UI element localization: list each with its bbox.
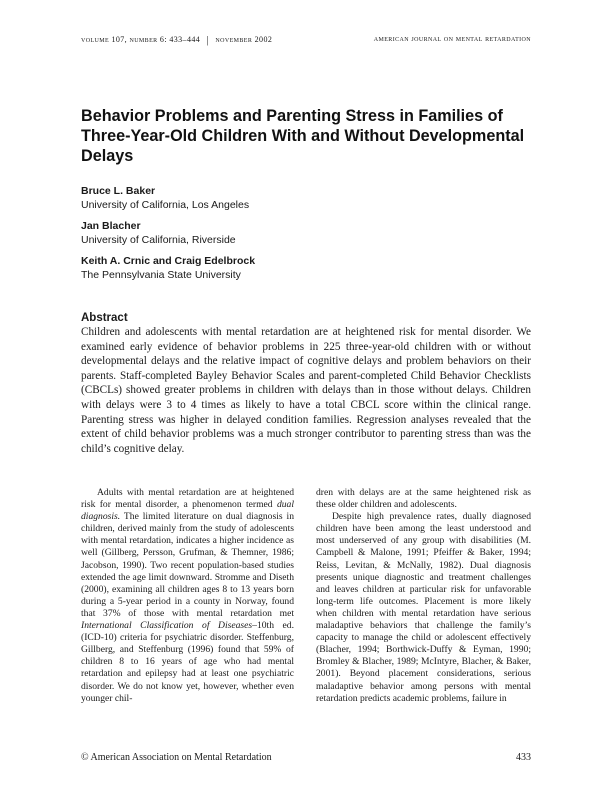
- body-column-left: [81, 487, 294, 705]
- author-block: [81, 185, 531, 213]
- journal-name: american journal on mental retardation: [373, 34, 531, 43]
- running-header: [81, 34, 531, 46]
- author-block: [81, 220, 531, 248]
- page-footer: [81, 752, 531, 766]
- body-paragraph: dren with delays are at the same heightened risk as these older children and adolescents.: [316, 487, 531, 511]
- author-affiliation: The Pennsylvania State University: [81, 269, 241, 281]
- article-title: Behavior Problems and Parenting Stress in Families of Three-Year-Old Children With and Without Developmental Delays: [81, 107, 525, 165]
- issue-date: november 2002: [215, 35, 273, 44]
- emphasized-title: International Classification of Diseases: [81, 620, 253, 632]
- author-block: [81, 255, 531, 283]
- header-separator: |: [206, 35, 209, 46]
- author-list: [81, 185, 531, 290]
- body-paragraph: Despite high prevalence rates, dually diagnosed children have been among the least understood and most underserved of any group with disabilities (M. Campbell & Malone, 1991; Pfeiffer & Baker, 1994; Reiss, Levitan, & McNally, 1982). Dual diagnosis presents unique diagnostic and treatment challenges and leaves children at particular risk for unfavorable long-term life outcomes. Placement is more likely when children with mental retardation have serious maladaptive behaviors that challenge the family’s capacity to manage the child or adolescent effectively (Blacher, 1994; Borthwick-Duffy & Eyman, 1990; Bromley & Blacher, 1989; McIntyre, Blacher, & Baker, 2001). Beyond placement considerations, serious maladaptive behavior among persons with mental retardation predicts academic problems, failure in: [316, 511, 531, 704]
- page-number: 433: [516, 752, 531, 763]
- volume-info: volume 107, number 6: 433–444: [81, 35, 201, 44]
- author-name: Bruce L. Baker: [81, 185, 156, 197]
- author-affiliation: University of California, Riverside: [81, 234, 236, 246]
- abstract-heading: Abstract: [81, 312, 128, 324]
- author-affiliation: University of California, Los Angeles: [81, 199, 250, 211]
- author-name: Keith A. Crnic and Craig Edelbrock: [81, 255, 256, 267]
- emphasized-term: dual diagnosis.: [81, 499, 294, 523]
- copyright-notice: © American Association on Mental Retardation: [81, 752, 272, 763]
- body-text: –10th ed. (ICD-10) criteria for psychiatric disorder. Steffenburg, Gillberg, and Steffenburg (1996) found that 59% of children 8 to 16 years of age who had mental retardation and epilepsy had at least one psychiatric disorder. We do not know yet, however, whether even younger chil-: [81, 620, 294, 704]
- body-paragraph: [81, 487, 294, 705]
- body-text: The limited literature on dual diagnosis in children, derived mainly from the study of adolescents with mental retardation, indicates a higher incidence as well (Gillberg, Persson, Grufman, & Themner, 1986; Jacobson, 1990). Two recent population-based studies extended the age limit downward. Stromme and Diseth (2000), examining all children ages 8 to 13 years born during a 5-year period in a county in Norway, found that 37% of those with mental retardation met: [81, 511, 294, 619]
- author-name: Jan Blacher: [81, 220, 141, 232]
- body-text: Adults with mental retardation are at heightened risk for mental disorder, a phenomenon termed: [81, 487, 294, 511]
- body-column-right: [316, 487, 531, 705]
- running-header-left: [81, 34, 272, 45]
- abstract-text: Children and adolescents with mental retardation are at heightened risk for mental disorder. We examined early evidence of behavior problems in 225 three-year-old children with or without developmental delays and the relative impact of cognitive delays and problem behaviors on their parents. Staff-completed Bayley Behavior Scales and parent-completed Child Behavior Checklists (CBCLs) showed greater problems in children with delays than in those without delays. Children with delays were 3 to 4 times as likely to have a total CBCL score within the clinical range. Parenting stress was higher in delayed condition families. Regression analyses revealed that the extent of child behavior problems was a much stronger contributor to parenting stress than was the child’s cognitive delay.: [81, 326, 531, 455]
